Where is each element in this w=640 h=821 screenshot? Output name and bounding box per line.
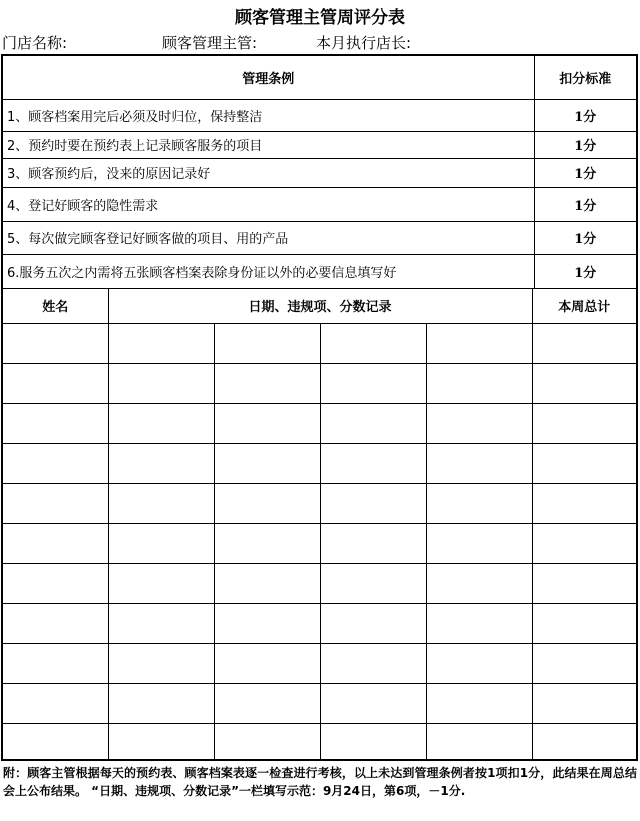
score-row [3,364,636,404]
record-cell[interactable] [108,684,214,724]
name-cell[interactable] [3,604,108,644]
total-cell[interactable] [532,644,636,684]
record-cell[interactable] [426,444,532,484]
record-cell[interactable] [320,444,426,484]
record-cell[interactable] [108,484,214,524]
record-cell[interactable] [320,684,426,724]
record-cell[interactable] [426,364,532,404]
score-row [3,644,636,684]
name-cell[interactable] [3,724,108,761]
name-cell[interactable] [3,444,108,484]
record-cell[interactable] [320,644,426,684]
rule-row [3,158,636,187]
record-cell[interactable] [426,604,532,644]
record-cell[interactable] [108,404,214,444]
record-cell[interactable] [426,564,532,604]
name-header: 姓名 [3,289,108,324]
record-cell[interactable] [320,564,426,604]
record-cell[interactable] [320,524,426,564]
total-cell[interactable] [532,524,636,564]
score-row [3,524,636,564]
record-cell[interactable] [426,404,532,444]
rule-row [3,131,636,158]
rule-row [3,187,636,221]
total-cell[interactable] [532,444,636,484]
rule-header: 管理条例 [3,56,534,99]
score-table [3,289,636,762]
rule-points: 1分 [534,158,636,187]
record-cell[interactable] [214,724,320,761]
record-cell[interactable] [108,364,214,404]
name-cell[interactable] [3,644,108,684]
rule-text: 5、每次做完顾客登记好顾客做的项目、用的产品 [3,221,534,254]
rule-text: 4、登记好顾客的隐性需求 [3,187,534,221]
rule-text: 3、顾客预约后，没来的原因记录好 [3,158,534,187]
record-cell[interactable] [320,724,426,761]
total-cell[interactable] [532,324,636,364]
rules-header-row [3,56,636,99]
name-cell[interactable] [3,484,108,524]
rules-table [3,56,636,289]
name-cell[interactable] [3,684,108,724]
name-cell[interactable] [3,364,108,404]
name-cell[interactable] [3,324,108,364]
record-cell[interactable] [214,564,320,604]
score-row [3,684,636,724]
total-cell[interactable] [532,404,636,444]
record-cell[interactable] [426,324,532,364]
score-row [3,484,636,524]
record-cell[interactable] [214,684,320,724]
record-cell[interactable] [214,404,320,444]
record-cell[interactable] [108,564,214,604]
rule-row [3,99,636,131]
score-row [3,564,636,604]
total-cell[interactable] [532,564,636,604]
points-header: 扣分标准 [534,56,636,99]
rule-text: 6.服务五次之内需将五张顾客档案表除身份证以外的必要信息填写好 [3,254,534,288]
record-cell[interactable] [426,484,532,524]
record-cell[interactable] [108,444,214,484]
sheet-title: 顾客管理主管周评分表 [235,8,405,28]
supervisor-label: 顾客管理主管: [162,34,258,52]
total-cell[interactable] [532,484,636,524]
record-cell[interactable] [108,724,214,761]
record-cell[interactable] [320,364,426,404]
rule-points: 1分 [534,131,636,158]
record-cell[interactable] [426,644,532,684]
record-cell[interactable] [426,524,532,564]
store-manager-label: 本月执行店长: [316,34,412,52]
record-cell[interactable] [214,324,320,364]
record-cell[interactable] [214,364,320,404]
record-cell[interactable] [426,724,532,761]
rule-points: 1分 [534,221,636,254]
score-row [3,324,636,364]
record-cell[interactable] [426,684,532,724]
total-cell[interactable] [532,684,636,724]
record-cell[interactable] [320,404,426,444]
weekly-total-header: 本周总计 [532,289,636,324]
rule-points: 1分 [534,254,636,288]
footnote: 附：顾客主管根据每天的预约表、顾客档案表逐一检查进行考核，以上未达到管理条例者按1项扣1分，此结果在周总结会上公布结果。 “日期、违规项、分数记录”一栏填写示范：9月24日，第6项，－1分. [3,766,637,798]
rule-text: 2、预约时要在预约表上记录顾客服务的项目 [3,131,534,158]
record-cell[interactable] [214,644,320,684]
record-cell[interactable] [214,604,320,644]
record-cell[interactable] [108,524,214,564]
score-row [3,404,636,444]
score-header-row [3,289,636,324]
record-cell[interactable] [214,484,320,524]
sheet-frame [1,54,638,761]
total-cell[interactable] [532,364,636,404]
record-cell[interactable] [214,524,320,564]
record-cell[interactable] [214,444,320,484]
record-cell[interactable] [108,604,214,644]
name-cell[interactable] [3,404,108,444]
record-cell[interactable] [320,324,426,364]
record-cell[interactable] [320,484,426,524]
name-cell[interactable] [3,564,108,604]
score-row [3,444,636,484]
rule-row [3,221,636,254]
record-header: 日期、违规项、分数记录 [108,289,532,324]
score-row [3,604,636,644]
rule-points: 1分 [534,99,636,131]
total-cell[interactable] [532,724,636,761]
record-cell[interactable] [108,644,214,684]
record-cell[interactable] [108,324,214,364]
total-cell[interactable] [532,604,636,644]
rule-points: 1分 [534,187,636,221]
score-row [3,724,636,761]
record-cell[interactable] [320,604,426,644]
rule-text: 1、顾客档案用完后必须及时归位，保持整洁 [3,99,534,131]
name-cell[interactable] [3,524,108,564]
store-name-label: 门店名称: [2,34,68,52]
rule-row [3,254,636,288]
